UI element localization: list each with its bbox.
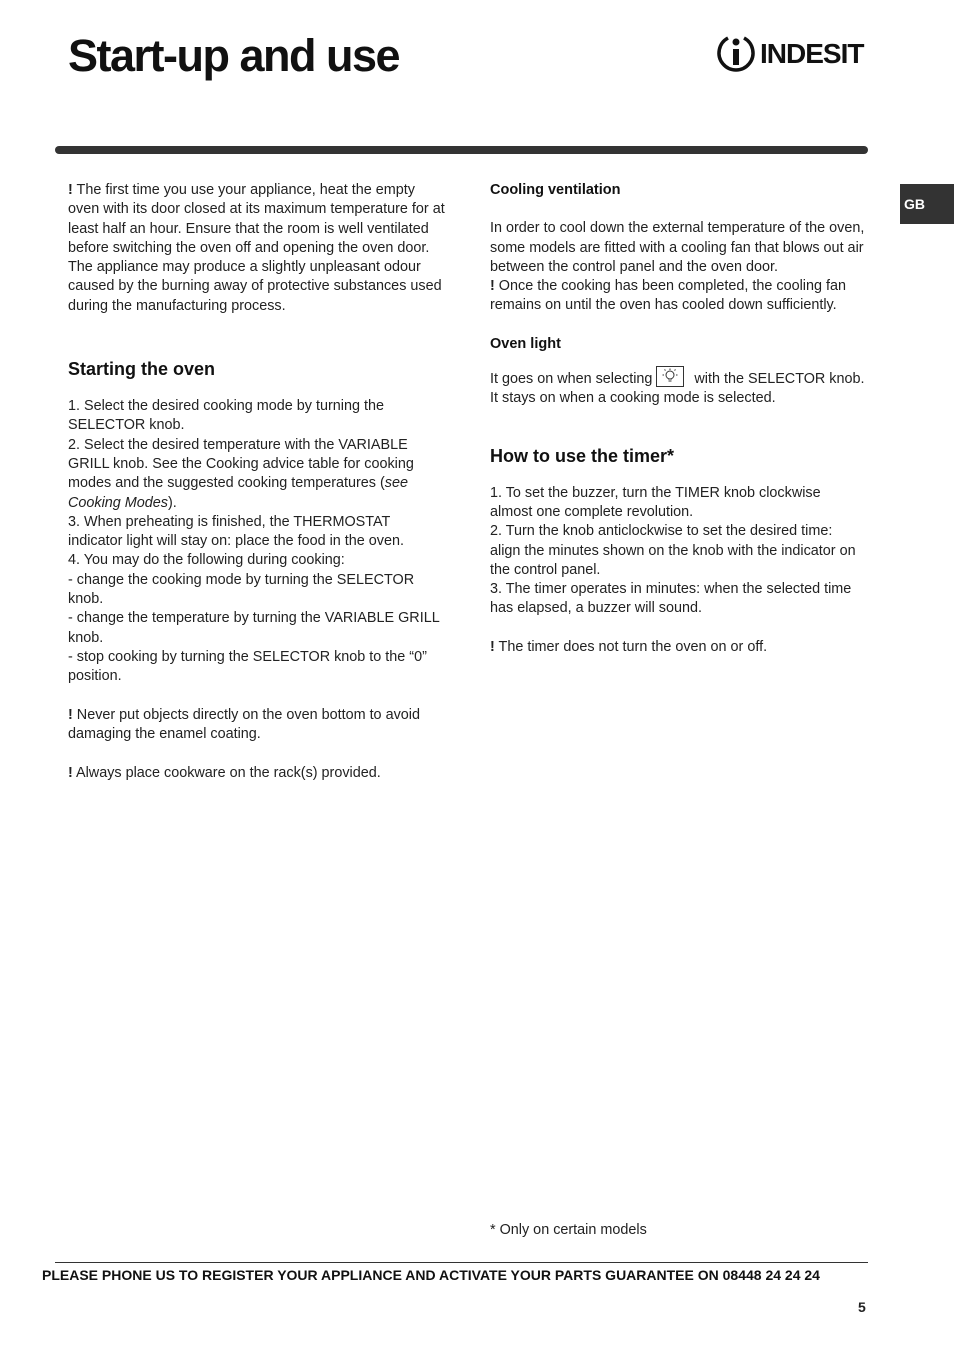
intro-paragraph: ! The first time you use your appliance, heat the empty oven with its door closed at its maximum temperature for at least half an hour. Ensure that the room is well ventilated before switching the oven off and opening the oven door. The appliance may produce a slightly unpleasant odour caused by the burning away of protective substances used during the manufacturing process. (68, 182, 445, 314)
starting-oven-heading: Starting the oven (68, 359, 216, 380)
indesit-logo (714, 32, 870, 76)
language-tab: GB (900, 184, 954, 224)
register-notice: PLEASE PHONE US TO REGISTER YOUR APPLIANCE AND ACTIVATE YOUR PARTS GUARANTEE ON 08448 24 24 24 (42, 1267, 820, 1283)
header-divider (55, 146, 868, 154)
bullet-change-temperature: - change the temperature by turning the VARIABLE GRILL knob. (68, 610, 440, 646)
footnote: * Only on certain models (490, 1222, 647, 1238)
cooling-warning: ! Once the cooking has been completed, the cooling fan remains on until the oven has cooled down sufficiently. (490, 278, 847, 314)
warning-oven-bottom: ! Never put objects directly on the oven bottom to avoid damaging the enamel coating. (68, 706, 420, 743)
right-column (490, 181, 866, 657)
oven-light-heading: Oven light (490, 336, 561, 353)
brand-name: INDESIT (760, 38, 864, 69)
left-column (68, 181, 446, 783)
step-1: 1. Select the desired cooking mode by turning the SELECTOR knob. (68, 398, 384, 434)
timer-step-3: 3. The timer operates in minutes: when the selected time has elapsed, a buzzer will sound. (490, 581, 852, 617)
timer-warning: ! The timer does not turn the oven on or off. (490, 639, 768, 656)
timer-step-1: 1. To set the buzzer, turn the TIMER knob clockwise almost one complete revolution. (490, 484, 821, 520)
page-number: 5 (858, 1299, 866, 1315)
step-4: 4. You may do the following during cooking: (68, 552, 345, 569)
bullet-change-mode: - change the cooking mode by turning the SELECTOR knob. (68, 571, 415, 608)
page-title: Start-up and use (68, 30, 400, 81)
timer-step-2: 2. Turn the knob anticlockwise to set the desired time: align the minutes shown on the knob with the indicator on the control panel. (490, 523, 856, 578)
warning-cookware: ! Always place cookware on the rack(s) provided. (68, 764, 381, 781)
oven-light-paragraph: It goes on when selecting with the SELECTOR knob. It stays on when a cooking mode is selected. (490, 366, 866, 409)
timer-heading: How to use the timer* (490, 445, 675, 466)
cooling-paragraph: In order to cool down the external temperature of the oven, some models are fitted with a cooling fan that blows out air between the control panel and the oven door. (490, 220, 865, 275)
indesit-logo-mark (714, 32, 758, 76)
cooling-ventilation-heading: Cooling ventilation (490, 182, 621, 198)
footer-divider (55, 1262, 868, 1263)
step-3: 3. When preheating is finished, the THERMOSTAT indicator light will stay on: place the food in the oven. (68, 513, 404, 550)
oven-lamp-icon (656, 366, 684, 387)
step-2: 2. Select the desired temperature with the VARIABLE GRILL knob. See the Cooking advice table for cooking modes and the suggested cooking temperatures (see Cooking Modes). (68, 436, 414, 511)
bullet-stop-cooking: - stop cooking by turning the SELECTOR knob to the “0” position. (68, 648, 427, 685)
